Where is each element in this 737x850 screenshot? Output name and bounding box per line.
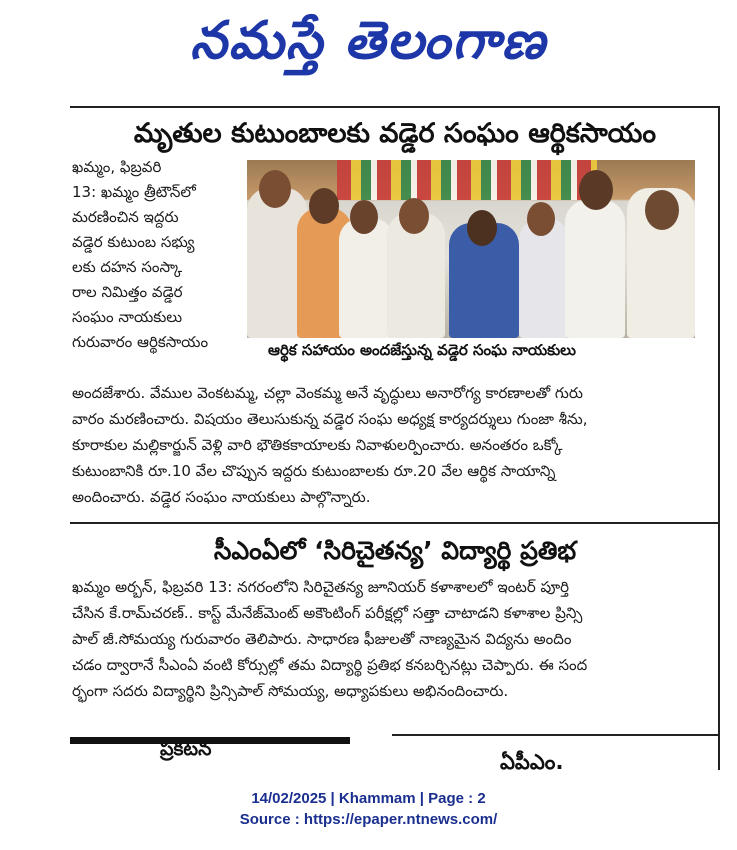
article-divider bbox=[70, 522, 720, 524]
article1-line: లకు దహన సంస్కా bbox=[72, 258, 183, 276]
article1-line: కుటుంబానికి రూ.10 వేల చొప్పున ఇద్దరు కుటుంబాలకు రూ.20 వేల ఆర్థిక సాయాన్ని bbox=[72, 462, 556, 480]
article2-headline: సీఎంఏలో ‘సిరిచైతన్య’ విద్యార్థి ప్రతిభ bbox=[213, 536, 577, 565]
edition-info: 14/02/2025 | Khammam | Page : 2 bbox=[251, 790, 486, 807]
article1-line: వారం మరణించారు. విషయం తెలుసుకున్న వడ్డెర సంఘ అధ్యక్ష కార్యదర్శులు గుంజా శీను, bbox=[72, 410, 588, 428]
right-column-rule bbox=[718, 106, 720, 770]
article1-line: ఖమ్మం, ఫిబ్రవరి bbox=[72, 158, 162, 176]
article1-line: మరణించిన ఇద్దరు bbox=[72, 208, 179, 226]
advertisement-label: ప్రకటన bbox=[160, 738, 212, 760]
article1-line: గురువారం ఆర్థికసాయం bbox=[72, 333, 209, 351]
article2-line: పాల్ జీ.సోమయ్య గురువారం తెలిపారు. సాధారణ ఫీజులతో నాణ్యమైన విద్యను అందిం bbox=[72, 630, 572, 648]
article1-line: రాల నిమిత్తం వడ్డెర bbox=[72, 283, 183, 301]
article1-headline: మృతుల కుటుంబాలకు వడ్డెర సంఘం ఆర్థికసాయం bbox=[133, 118, 657, 149]
article1-line: వడ్డెర కుటుంబ సభ్యు bbox=[72, 233, 195, 251]
article1-line: అందించారు. వడ్డెర సంఘం నాయకులు పాల్గొన్నారు. bbox=[72, 488, 371, 506]
article1-line: కూరాకుల మల్లికార్జున్ వెళ్లి వారి భౌతికకాయాలకు నివాళులర్పించారు. అనంతరం ఒక్కో bbox=[72, 436, 563, 454]
next-article-heading: ఏపీఎం. bbox=[500, 750, 564, 774]
article1-line: సంఘం నాయకులు bbox=[72, 308, 183, 326]
top-divider bbox=[70, 106, 720, 108]
newspaper-masthead: నమస్తే తెలంగాణ bbox=[190, 11, 547, 71]
article2-line: ఖమ్మం అర్బన్, ఫిబ్రవరి 13: నగరంలోని సిరిచైతన్య జూనియర్ కళాశాలలో ఇంటర్ పూర్తి bbox=[72, 578, 570, 596]
photo-caption: ఆర్థిక సహాయం అందజేస్తున్న వడ్డెర సంఘ నాయకులు bbox=[268, 341, 576, 359]
news-photo bbox=[247, 160, 695, 338]
bottom-right-divider bbox=[392, 734, 720, 736]
article1-line: 13: ఖమ్మం త్రీటౌన్‌లో bbox=[72, 183, 196, 201]
article2-line: చేసిన కే.రామ్‌చరణ్.. కాస్ట్ మేనేజ్‌మెంట్ అకౌంటింగ్ పరీక్షల్లో సత్తా చాటాడని కళాశాల ప్రిన్సి bbox=[72, 604, 583, 622]
article1-line: అందజేశారు. వేముల వెంకటమ్మ, చల్లా వెంకమ్మ అనే వృద్ధులు అనారోగ్య కారణాలతో గురు bbox=[72, 384, 583, 402]
article2-line: చడం ద్వారానే సీఎంఏ వంటి కోర్సుల్లో తమ విద్యార్థి ప్రతిభ కనబర్చినట్లు చెప్పారు. ఈ సంద bbox=[72, 656, 588, 674]
source-link[interactable]: Source : https://epaper.ntnews.com/ bbox=[239, 811, 498, 828]
article2-line: ర్భంగా సదరు విద్యార్థిని ప్రిన్సిపాల్ సోమయ్య, అధ్యాపకులు అభినందించారు. bbox=[72, 682, 509, 700]
